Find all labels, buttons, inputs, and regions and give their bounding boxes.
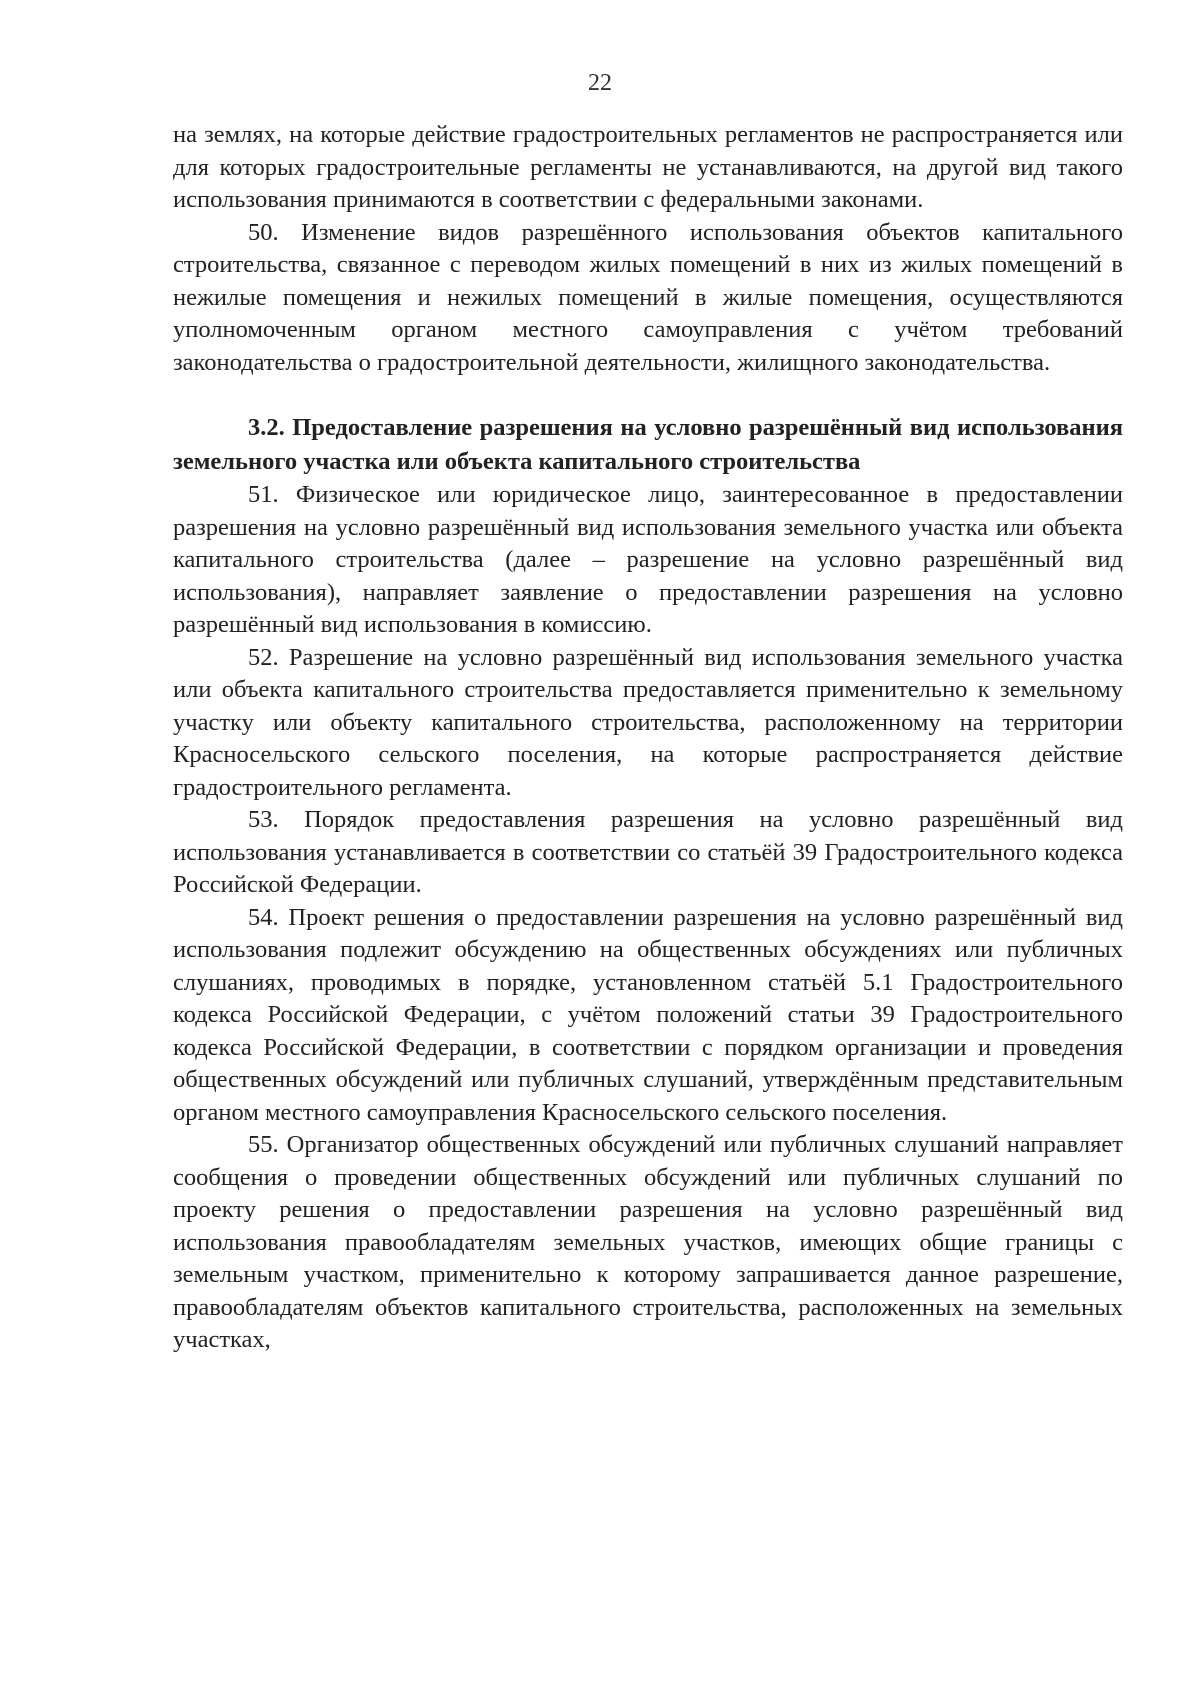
paragraph-52: 52. Разрешение на условно разрешённый вид использования земельного участка или объекта капитального строительства предоставляется применительно к земельному участку или объекту капитального строительства, расположенному на территории Красносельского сельского поселения, на которые распространяется действие градостроительного регламента. [173,643,1123,801]
section-heading-3-2: 3.2. Предоставление разрешения на условно разрешённый вид использования земельного участка или объекта капитального строительства [173,414,1123,475]
paragraph-51: 51. Физическое или юридическое лицо, заинтересованное в предоставлении разрешения на условно разрешённый вид использования земельного участка или объекта капитального строительства (далее – разрешение на условно разрешённый вид использования), направляет заявление о предоставлении разрешения на условно разрешённый вид использования в комиссию. [173,481,1123,638]
page-number: 22 [588,70,612,96]
paragraph-53: 53. Порядок предоставления разрешения на условно разрешённый вид использования устанавливается в соответствии со статьёй 39 Градостроительного кодекса Российской Федерации. [173,806,1123,898]
document-body [173,119,1123,1357]
paragraph-55: 55. Организатор общественных обсуждений или публичных слушаний направляет сообщения о проведении общественных обсуждений или публичных слушаний по проекту решения о предоставлении разрешения на условно разрешённый вид использования правообладателям земельных участков, имеющих общие границы с земельным участком, применительно к которому запрашивается данное разрешение, правообладателям объектов капитального строительства, расположенных на земельных участках, [173,1131,1123,1353]
paragraph-50: 50. Изменение видов разрешённого использования объектов капитального строительства, связанное с переводом жилых помещений в них из жилых помещений в нежилые помещения и нежилых помещений в жилые помещения, осуществляются уполномоченным органом местного самоуправления с учётом требований законодательства о градостроительной деятельности, жилищного законодательства. [173,218,1123,376]
paragraph-54: 54. Проект решения о предоставлении разрешения на условно разрешённый вид использования подлежит обсуждению на общественных обсуждениях или публичных слушаниях, проводимых в порядке, установленном статьёй 5.1 Градостроительного кодекса Российской Федерации, с учётом положений статьи 39 Градостроительного кодекса Российской Федерации, в соответствии с порядком организации и проведения общественных обсуждений или публичных слушаний, утверждённым представительным органом местного самоуправления Красносельского сельского поселения. [173,903,1123,1126]
paragraph-intro-continuation: на землях, на которые действие градостроительных регламентов не распространяется или для которых градостроительные регламенты не устанавливаются, на другой вид такого использования принимаются в соответствии с федеральными законами. [173,121,1123,213]
